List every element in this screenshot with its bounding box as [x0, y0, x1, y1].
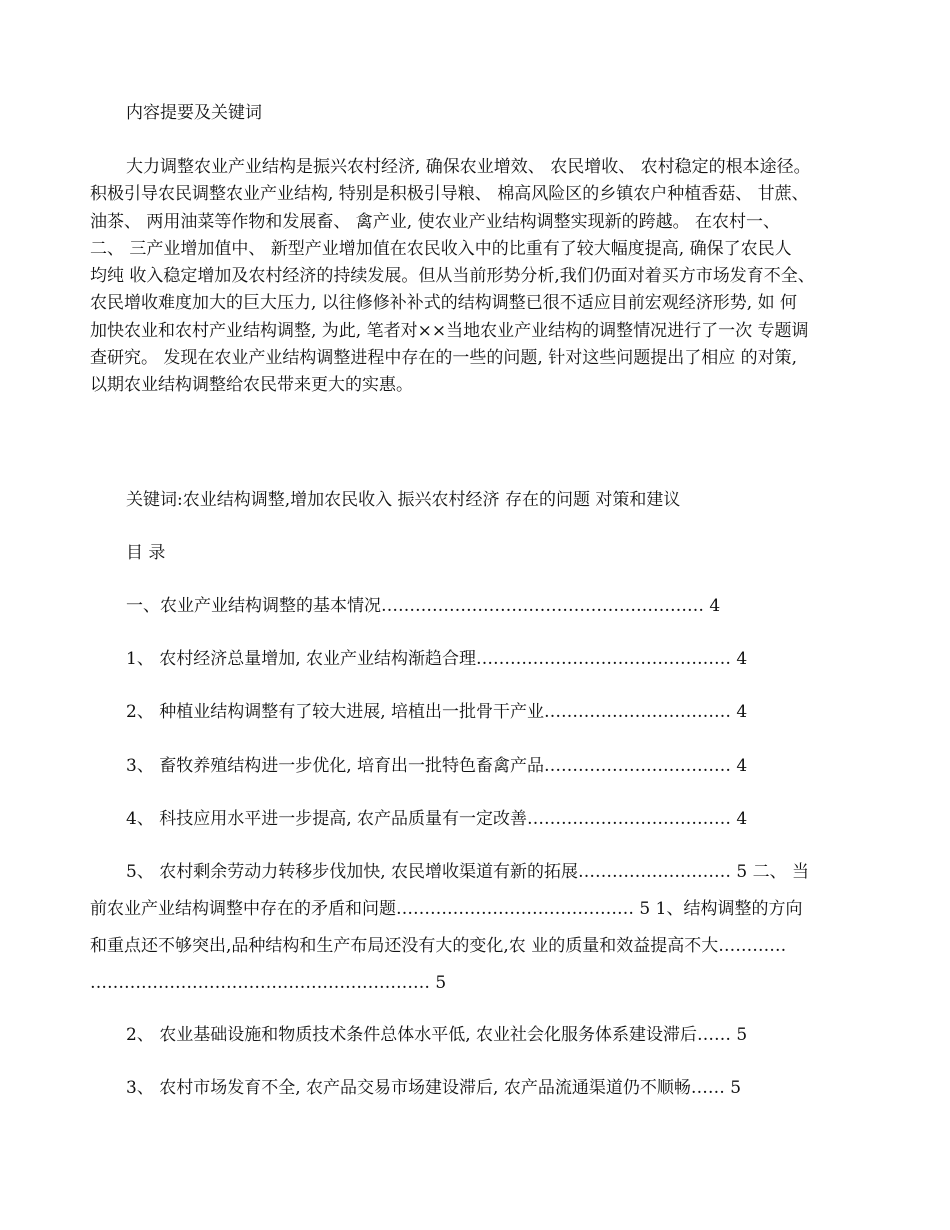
toc-title: 目 录	[126, 543, 166, 563]
abstract-line: 查研究。 发现在农业产业结构调整进程中存在的一些的问题, 针对这些问题提出了相应 的对策,	[90, 348, 798, 369]
toc-entry: 2、 农业基础设施和物质技术条件总体水平低, 农业社会化服务体系建设滞后…… 5	[126, 1025, 748, 1045]
abstract-line: 积极引导农民调整农业产业结构, 特别是积极引导粮、 棉高风险区的乡镇农户种植香菇、 甘蔗、	[90, 184, 809, 205]
keywords-line: 关键词:农业结构调整,增加农民收入 振兴农村经济 存在的问题 对策和建议	[126, 490, 681, 510]
abstract-line: 大力调整农业产业结构是振兴农村经济, 确保农业增效、 农民增收、 农村稳定的根本途径。	[126, 157, 811, 177]
section-heading: 内容提要及关键词	[126, 103, 262, 123]
abstract-line: 加快农业和农村产业结构调整, 为此, 笔者对××当地农业产业结构的调整情况进行了一次 专题调	[90, 320, 809, 341]
toc-entry: 和重点还不够突出,品种结构和生产布局还没有大的变化,农 业的质量和效益提高不大…………	[90, 936, 787, 956]
toc-entry: 2、 种植业结构调整有了较大进展, 培植出一批骨干产业…………………………… 4	[126, 702, 748, 722]
toc-entry: 3、 畜牧养殖结构进一步优化, 培育出一批特色畜禽产品…………………………… 4	[126, 756, 748, 776]
abstract-line: 油茶、 两用油菜等作物和发展畜、 禽产业, 使农业产业结构调整实现新的跨越。 在农村一、	[90, 211, 781, 232]
abstract-line: 均纯 收入稳定增加及农村经济的持续发展。但从当前形势分析,我们仍面对着买方市场发育不全、	[90, 266, 815, 287]
toc-entry: 1、 农村经济总量增加, 农业产业结构渐趋合理……………………………………… 4	[126, 649, 748, 669]
toc-entry: 一、农业产业结构调整的基本情况………………………………………………… 4	[126, 596, 721, 616]
toc-entry: 3、 农村市场发育不全, 农产品交易市场建设滞后, 农产品流通渠道仍不顺畅…… 5	[126, 1078, 742, 1098]
toc-entry: 5、 农村剩余劳动力转移步伐加快, 农民增收渠道有新的拓展……………………… 5 二、 当	[126, 862, 810, 882]
toc-entry: 前农业产业结构调整中存在的矛盾和问题…………………………………… 5 1、结构调整的方向	[90, 899, 803, 919]
toc-entry: 4、 科技应用水平进一步提高, 农产品质量有一定改善……………………………… 4	[126, 809, 748, 829]
abstract-line: 农民增收难度加大的巨大压力, 以往修修补补式的结构调整已很不适应目前宏观经济形势, 如 何	[90, 293, 798, 314]
abstract-line: 以期农业结构调整给农民带来更大的实惠。	[90, 375, 413, 396]
abstract-paragraph	[90, 154, 862, 400]
abstract-line: 二、 三产业增加值中、 新型产业增加值在农民收入中的比重有了较大幅度提高, 确保了农民人	[90, 238, 792, 259]
toc-entry: …………………………………………………… 5	[90, 973, 447, 993]
